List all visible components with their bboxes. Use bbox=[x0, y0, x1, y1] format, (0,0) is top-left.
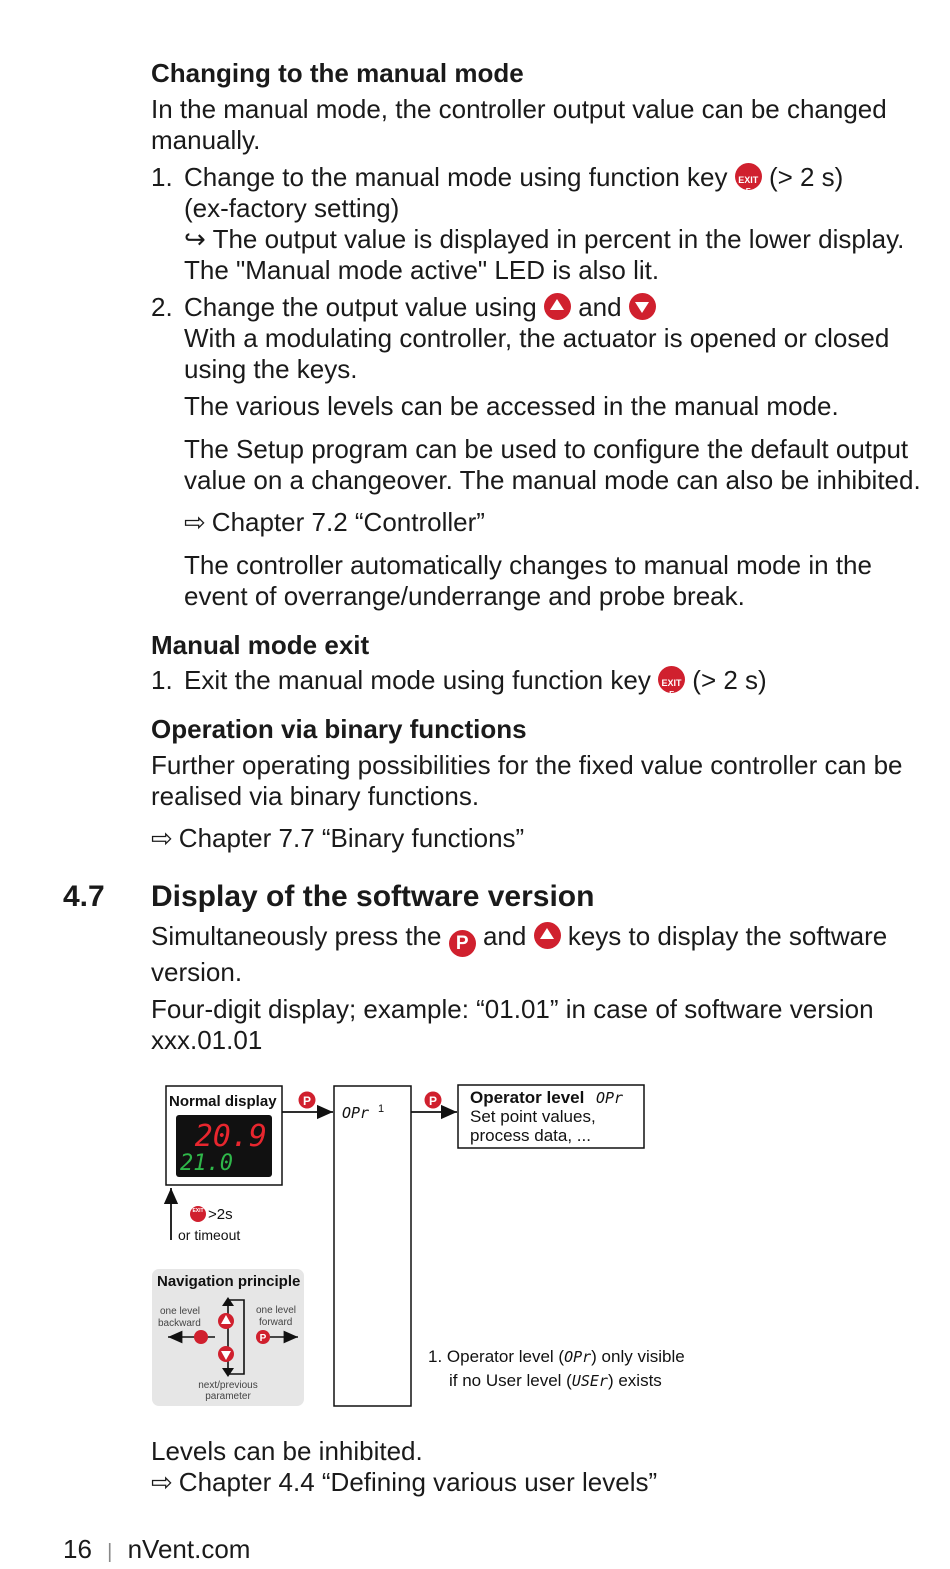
binary-chapter-link[interactable]: ⇨ Chapter 7.7 “Binary functions” bbox=[151, 823, 525, 853]
display-lower-value: 21.0 bbox=[180, 1151, 233, 1176]
section-example: Four-digit display; example: “01.01” in case of software version xxx.01.01 bbox=[151, 994, 874, 1055]
back-time: >2s bbox=[208, 1206, 233, 1223]
step1-result: ↪ The output value is displayed in percent in the lower display. bbox=[184, 224, 905, 254]
reference-arrow-icon: ⇨ bbox=[151, 1467, 173, 1497]
p-key-letter: P bbox=[302, 1094, 312, 1108]
nav-next-label: parameter bbox=[205, 1391, 251, 1402]
step-number: 1. bbox=[151, 665, 173, 695]
back-timeout: or timeout bbox=[178, 1227, 241, 1243]
auto-change-note: The controller automatically changes to manual mode in the event of overrange/underrange and probe break. bbox=[184, 550, 872, 611]
opr-code: OPr bbox=[342, 1104, 370, 1122]
operator-level-code: OPr bbox=[596, 1089, 624, 1107]
section-text: Simultaneously press the P and keys to display the software version. bbox=[151, 921, 888, 987]
operator-level-line: process data, ... bbox=[470, 1126, 591, 1145]
step-number: 1. bbox=[151, 162, 173, 192]
intro-line: In the manual mode, the controller output value can be changed bbox=[151, 94, 887, 124]
result-arrow-icon: ↪ bbox=[184, 224, 206, 254]
nav-backward-label: one level bbox=[160, 1306, 201, 1317]
footer-site-link[interactable]: nVent.com bbox=[127, 1534, 251, 1564]
setup-note: The Setup program can be used to configure the default output value on a changeover. The manual mode can also be inhibited. bbox=[184, 434, 921, 495]
step1-text-a: Change to the manual mode using function key bbox=[184, 162, 728, 192]
nav-forward-label: forward bbox=[259, 1317, 293, 1328]
step-number: 2. bbox=[151, 292, 173, 322]
opr-footnote-mark: 1 bbox=[378, 1103, 385, 1115]
controller-chapter-link[interactable]: ⇨ Chapter 7.2 “Controller” bbox=[184, 507, 485, 537]
opr-level-box bbox=[334, 1086, 411, 1406]
page-number: 16 bbox=[63, 1534, 92, 1564]
footer-separator: | bbox=[107, 1541, 113, 1563]
p-key-letter: P bbox=[259, 1333, 267, 1344]
section-number: 4.7 bbox=[63, 880, 105, 913]
manual-mode-heading: Changing to the manual mode bbox=[151, 58, 524, 88]
binary-heading: Operation via binary functions bbox=[151, 714, 527, 744]
p-key-letter: P bbox=[428, 1094, 438, 1108]
exit-step-text: Exit the manual mode using function key EXIT F (> 2 s) bbox=[184, 665, 767, 699]
levels-inhibited-note: Levels can be inhibited. bbox=[151, 1436, 423, 1466]
user-levels-chapter-link[interactable]: ⇨ Chapter 4.4 “Defining various user levels” bbox=[151, 1467, 658, 1497]
operator-level-line: Set point values, bbox=[470, 1107, 596, 1126]
levels-note: The various levels can be accessed in the manual mode. bbox=[184, 391, 839, 421]
operator-level-title: Operator level bbox=[470, 1088, 585, 1107]
footnote-line2: if no User level (USEr) exists bbox=[449, 1371, 662, 1390]
nav-title: Navigation principle bbox=[157, 1273, 301, 1290]
step1-result-line2: The "Manual mode active" LED is also lit. bbox=[184, 255, 660, 285]
p-key-icon: P bbox=[449, 930, 476, 957]
binary-text: Further operating possibilities for the fixed value controller can be realised via binary functions. bbox=[151, 750, 903, 811]
footnote-line1: 1. Operator level (OPr) only visible bbox=[428, 1347, 685, 1366]
reference-arrow-icon: ⇨ bbox=[151, 823, 173, 853]
nav-forward-label: one level bbox=[256, 1305, 297, 1316]
step2-text: Change the output value using and With a modulating controller, the actuator is opened or closed using the keys. bbox=[184, 292, 890, 384]
normal-display-label: Normal display bbox=[169, 1093, 277, 1110]
page-footer bbox=[63, 1534, 250, 1565]
exit-key-icon: EXIT F bbox=[658, 666, 685, 693]
manual-exit-heading: Manual mode exit bbox=[151, 630, 370, 660]
intro-line: manually. bbox=[151, 125, 261, 155]
exit-key-letters: EXIT bbox=[192, 1208, 204, 1214]
section-title: Display of the software version bbox=[151, 880, 595, 913]
step1-text-b: (> 2 s) bbox=[768, 162, 844, 192]
step1-line2: (ex-factory setting) bbox=[184, 193, 400, 223]
reference-arrow-icon: ⇨ bbox=[184, 507, 206, 537]
nav-next-label: next/previous bbox=[198, 1380, 258, 1391]
exit-key-icon: EXIT F bbox=[735, 163, 762, 190]
exit-key-icon bbox=[194, 1330, 208, 1344]
nav-backward-label: backward bbox=[158, 1318, 201, 1329]
display-upper-value: 20.9 bbox=[194, 1119, 267, 1154]
